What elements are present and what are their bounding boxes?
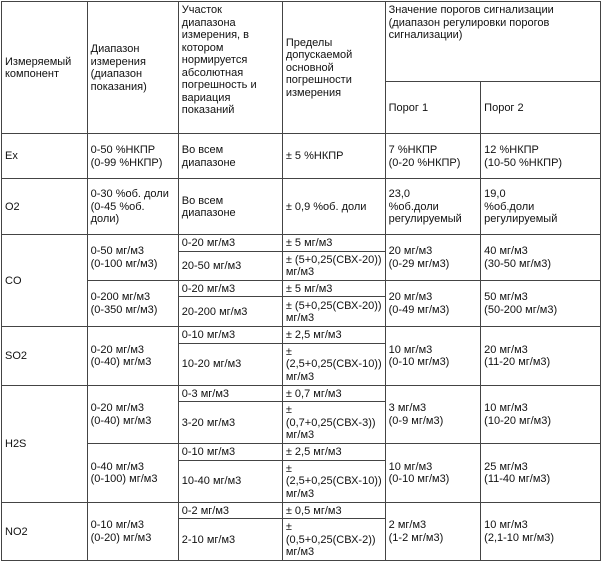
- section-cell: 10-40 мг/м3: [178, 460, 282, 502]
- section-cell: Во всем диапазоне: [178, 134, 282, 179]
- threshold-1-cell: 23,0 %об.доли регулируемый: [385, 179, 481, 235]
- range-cell: 0-10 мг/м3 (0-20) мг/м3: [87, 502, 178, 561]
- gas-analyzer-spec-table: [1, 1, 601, 561]
- threshold-2-cell: 40 мг/м3 (30-50 мг/м3): [481, 235, 601, 281]
- error-cell: ± (0,5+0,25(СВХ-2)) мг/м3: [282, 519, 385, 561]
- table-row: [2, 235, 601, 252]
- error-cell: ± 2,5 мг/м3: [282, 444, 385, 461]
- section-cell: 0-10 мг/м3: [178, 444, 282, 461]
- threshold-2-cell: 10 мг/м3 (10-20 мг/м3): [481, 385, 601, 444]
- header-row: [2, 2, 601, 82]
- range-cell: 0-40 мг/м3 (0-100) мг/м3: [87, 444, 178, 503]
- header-thresholds: Значение порогов сигнализации (диапазон регулировки порогов сигнализации): [385, 2, 600, 82]
- range-cell: 0-200 мг/м3 (0-350 мг/м3): [87, 280, 178, 327]
- threshold-1-cell: 10 мг/м3 (0-10 мг/м3): [385, 444, 481, 503]
- threshold-2-cell: 20 мг/м3 (11-20 мг/м3): [481, 327, 601, 386]
- table-row: [2, 444, 601, 461]
- component-cell: H2S: [2, 385, 88, 502]
- table-row: [2, 327, 601, 344]
- section-cell: 0-2 мг/м3: [178, 502, 282, 519]
- range-cell: 0-20 мг/м3 (0-40) мг/м3: [87, 327, 178, 386]
- section-cell: 0-20 мг/м3: [178, 235, 282, 252]
- error-cell: ± (0,7+0,25(СВХ-3)) мг/м3: [282, 402, 385, 444]
- range-cell: 0-50 мг/м3 (0-100 мг/м3): [87, 235, 178, 281]
- error-cell: ± 2,5 мг/м3: [282, 327, 385, 344]
- component-cell: SO2: [2, 327, 88, 386]
- section-cell: 10-20 мг/м3: [178, 343, 282, 385]
- section-cell: Во всем диапазоне: [178, 179, 282, 235]
- component-cell: Ex: [2, 134, 88, 179]
- threshold-1-cell: 20 мг/м3 (0-49 мг/м3): [385, 280, 481, 327]
- header-range: Диапазон измерения (диапазон показания): [87, 2, 178, 134]
- component-cell: NO2: [2, 502, 88, 561]
- threshold-1-cell: 10 мг/м3 (0-10 мг/м3): [385, 327, 481, 386]
- range-cell: 0-30 %об. доли (0-45 %об. доли): [87, 179, 178, 235]
- error-cell: ± (5+0,25(СВХ-20)) мг/м3: [282, 251, 385, 280]
- component-cell: CO: [2, 235, 88, 327]
- error-cell: ± (2,5+0,25(СВХ-10)) мг/м3: [282, 343, 385, 385]
- section-cell: 0-10 мг/м3: [178, 327, 282, 344]
- section-cell: 3-20 мг/м3: [178, 402, 282, 444]
- header-section: Участок диапазона измерения, в котором нормируется абсолютная погрешность и вариация показаний: [178, 2, 282, 134]
- threshold-2-cell: 50 мг/м3 (50-200 мг/м3): [481, 280, 601, 327]
- error-cell: ± 0,5 мг/м3: [282, 502, 385, 519]
- table-row: [2, 280, 601, 297]
- range-cell: 0-50 %НКПР (0-99 %НКПР): [87, 134, 178, 179]
- table-row: [2, 385, 601, 402]
- threshold-2-cell: 10 мг/м3 (2,1-10 мг/м3): [481, 502, 601, 561]
- error-cell: ± (2,5+0,25(СВХ-10)) мг/м3: [282, 460, 385, 502]
- section-cell: 0-20 мг/м3: [178, 280, 282, 297]
- error-cell: ± 5 %НКПР: [282, 134, 385, 179]
- threshold-2-cell: 25 мг/м3 (11-40 мг/м3): [481, 444, 601, 503]
- threshold-1-cell: 20 мг/м3 (0-29 мг/м3): [385, 235, 481, 281]
- threshold-1-cell: 3 мг/м3 (0-9 мг/м3): [385, 385, 481, 444]
- error-cell: ± (5+0,25(СВХ-20)) мг/м3: [282, 297, 385, 327]
- component-cell: O2: [2, 179, 88, 235]
- header-threshold-2: Порог 2: [481, 82, 601, 134]
- error-cell: ± 5 мг/м3: [282, 235, 385, 252]
- error-cell: ± 0,9 %об. доли: [282, 179, 385, 235]
- header-error: Пределы допускаемой основной погрешности измерения: [282, 2, 385, 134]
- range-cell: 0-20 мг/м3 (0-40) мг/м3: [87, 385, 178, 444]
- table-row: [2, 179, 601, 235]
- header-threshold-1: Порог 1: [385, 82, 481, 134]
- table-row: [2, 134, 601, 179]
- threshold-1-cell: 2 мг/м3 (1-2 мг/м3): [385, 502, 481, 561]
- threshold-1-cell: 7 %НКПР (0-20 %НКПР): [385, 134, 481, 179]
- threshold-2-cell: 12 %НКПР (10-50 %НКПР): [481, 134, 601, 179]
- error-cell: ± 5 мг/м3: [282, 280, 385, 297]
- section-cell: 20-50 мг/м3: [178, 251, 282, 280]
- section-cell: 20-200 мг/м3: [178, 297, 282, 327]
- section-cell: 2-10 мг/м3: [178, 519, 282, 561]
- header-component: Измеряемый компонент: [2, 2, 88, 134]
- error-cell: ± 0,7 мг/м3: [282, 385, 385, 402]
- table-row: [2, 502, 601, 519]
- section-cell: 0-3 мг/м3: [178, 385, 282, 402]
- threshold-2-cell: 19,0 %об.доли регулируемый: [481, 179, 601, 235]
